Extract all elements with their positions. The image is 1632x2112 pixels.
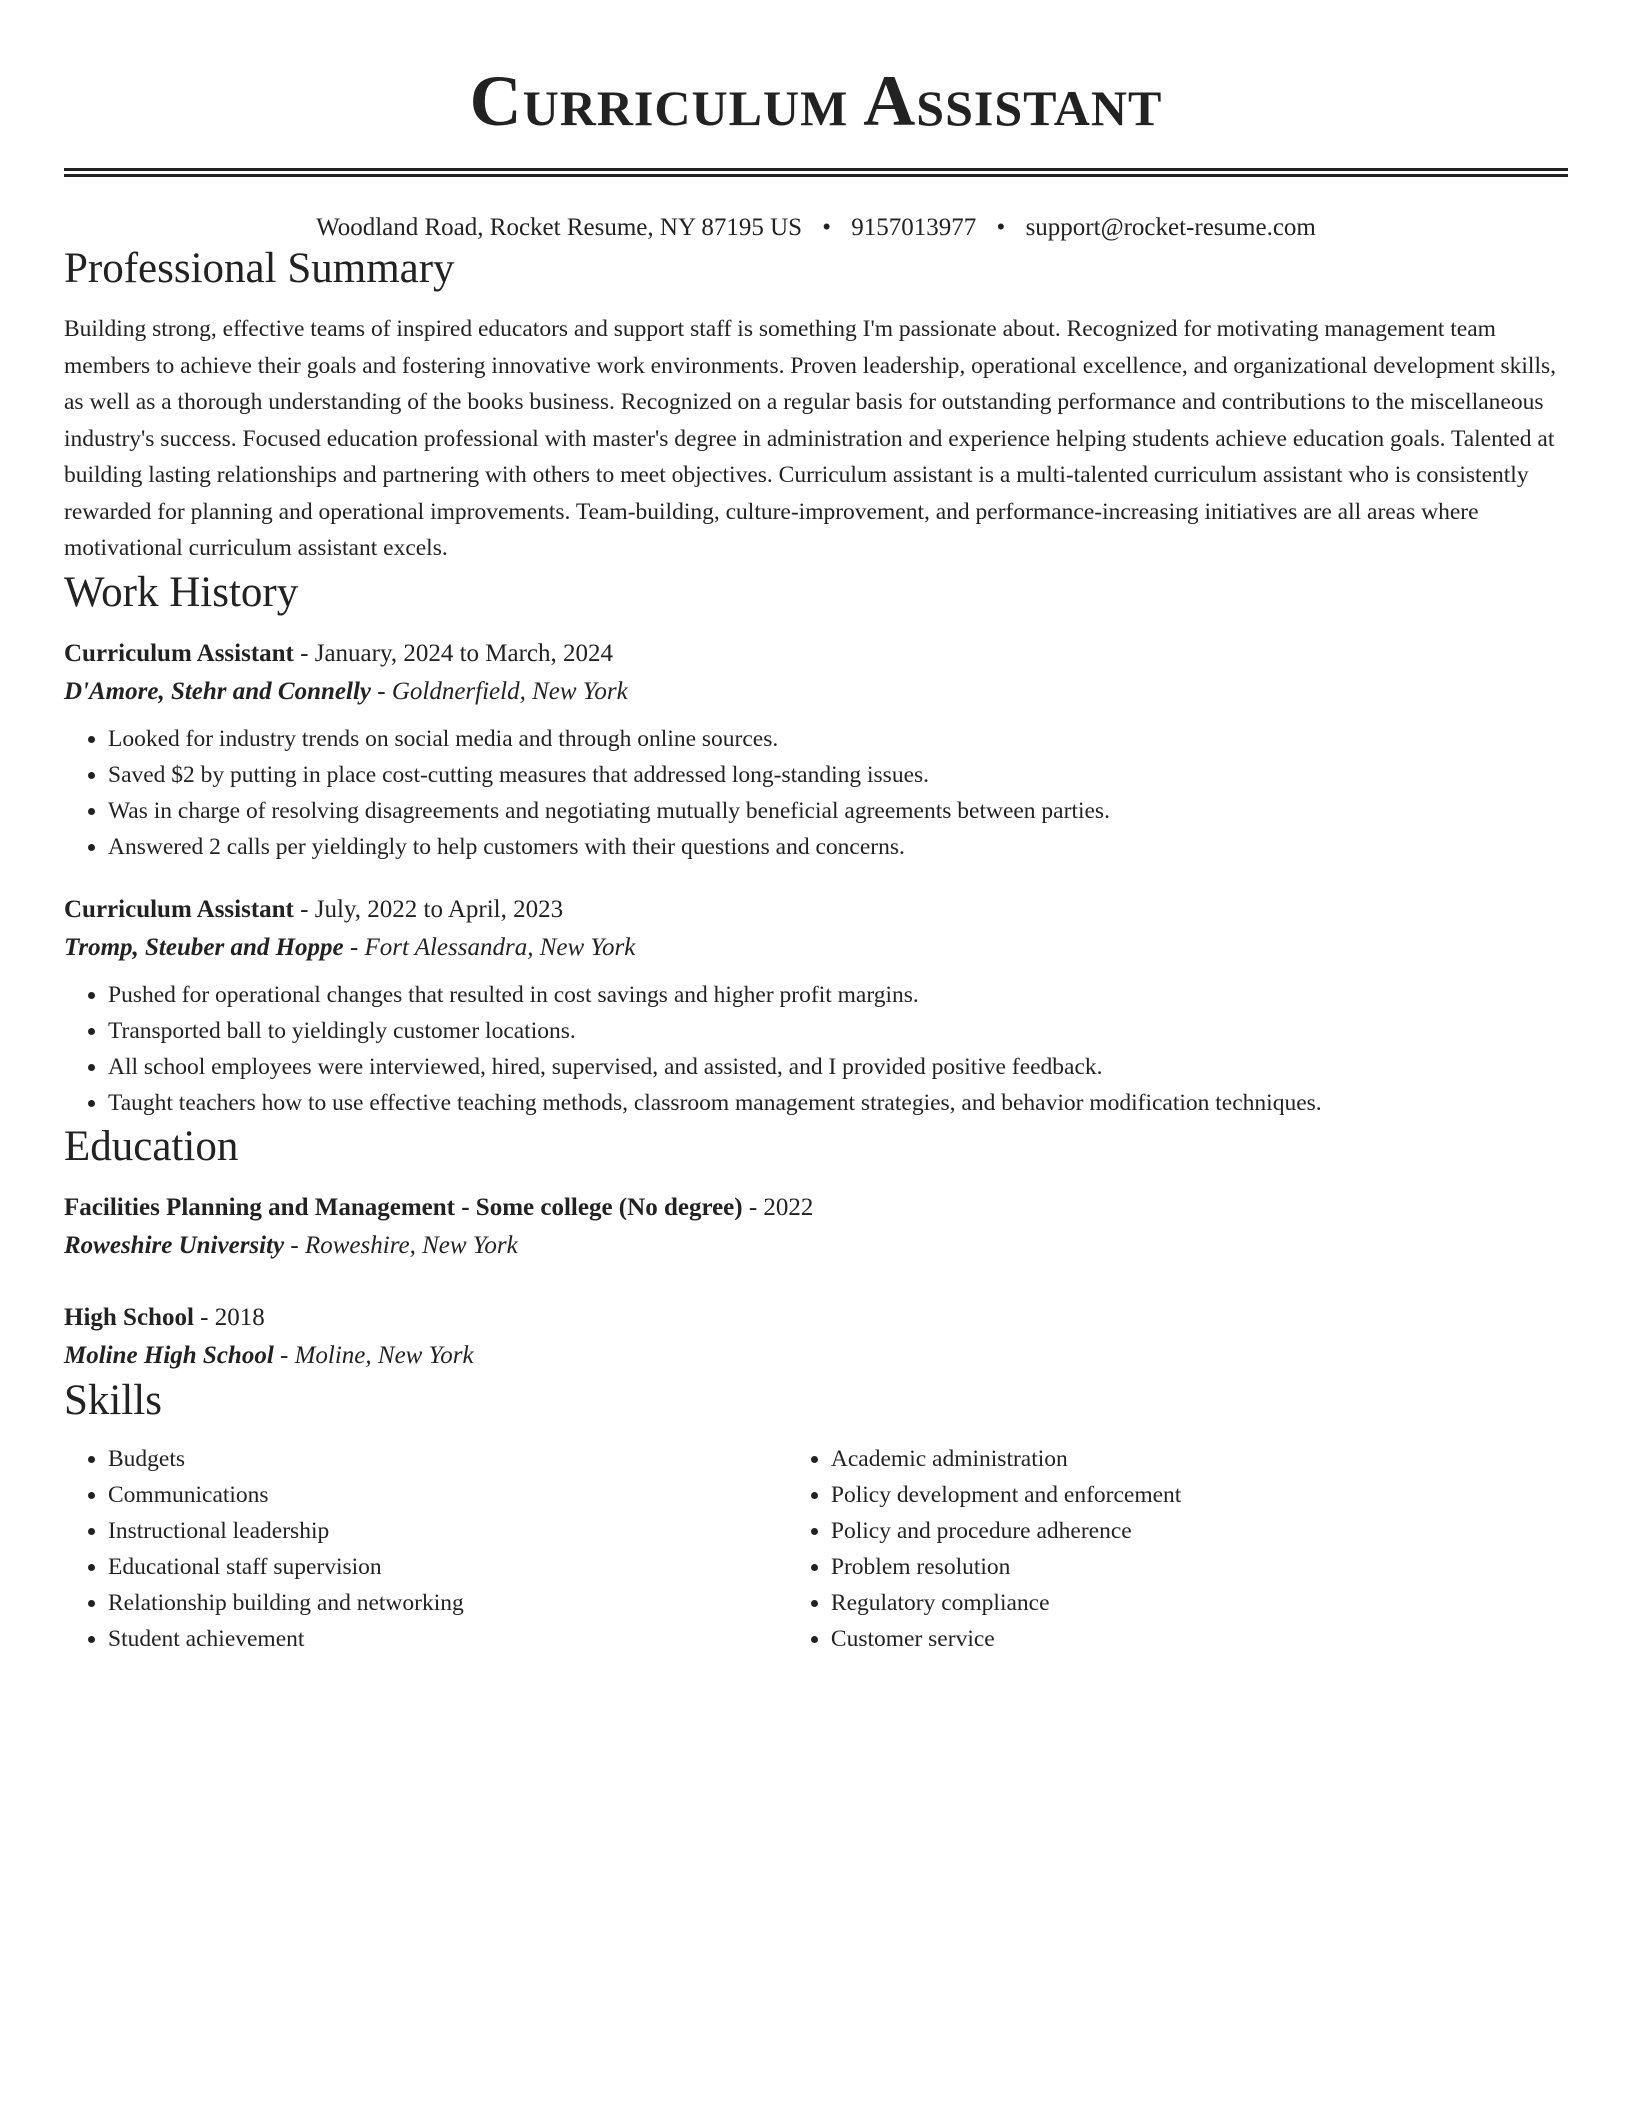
- job-location: - Goldnerfield, New York: [371, 677, 628, 705]
- header-divider: [64, 168, 1568, 177]
- job-bullet: • Transported ball to yieldingly customer locations.: [108, 1013, 1568, 1049]
- section-title-summary: Professional Summary: [64, 245, 455, 292]
- skill-item: • Policy development and enforcement: [831, 1477, 1568, 1513]
- skill-item: • Customer service: [831, 1621, 1568, 1657]
- job-bullet: • Was in charge of resolving disagreements and negotiating mutually beneficial agreements between parties.: [108, 793, 1568, 829]
- education-location: - Moline, New York: [273, 1341, 474, 1369]
- job-title-line: [64, 635, 1568, 673]
- skills-column-right: [787, 1441, 1568, 1657]
- skill-item: • Relationship building and networking: [108, 1585, 787, 1621]
- education-degree-line: [64, 1189, 1568, 1227]
- contact-separator: •: [996, 214, 1006, 241]
- skill-item: • Policy and procedure adherence: [831, 1513, 1568, 1549]
- skill-item: • Educational staff supervision: [108, 1549, 787, 1585]
- skill-item: • Student achievement: [108, 1621, 787, 1657]
- skills-column-left: [64, 1441, 787, 1657]
- education-degree-line: [64, 1299, 1568, 1337]
- skill-item: • Academic administration: [831, 1441, 1568, 1477]
- job-bullet: • Looked for industry trends on social media and through online sources.: [108, 721, 1568, 757]
- skill-item: • Instructional leadership: [108, 1513, 787, 1549]
- job-entry: [64, 635, 1568, 865]
- skill-item: • Communications: [108, 1477, 787, 1513]
- job-bullet: • Answered 2 calls per yieldingly to help customers with their questions and concerns.: [108, 829, 1568, 865]
- education-entry: [64, 1299, 1568, 1375]
- education-year: - 2018: [193, 1303, 265, 1331]
- contact-phone: 9157013977: [851, 214, 977, 241]
- job-company-line: [64, 673, 1568, 711]
- contact-separator: •: [822, 214, 832, 241]
- education-school: Roweshire University: [64, 1231, 285, 1259]
- section-title-work: Work History: [64, 568, 299, 616]
- job-bullet: • All school employees were interviewed, hired, supervised, and assisted, and I provided positive feedback.: [108, 1049, 1568, 1085]
- skill-item: • Problem resolution: [831, 1549, 1568, 1585]
- job-company: Tromp, Steuber and Hoppe: [64, 933, 344, 961]
- section-title-skills: Skills: [64, 1376, 162, 1424]
- skill-item: • Budgets: [108, 1441, 787, 1477]
- job-bullets: [64, 977, 1568, 1121]
- skills-list: [64, 1441, 1568, 1657]
- education-degree: Facilities Planning and Management - Some college (No degree): [64, 1193, 743, 1221]
- job-title-line: [64, 891, 1568, 929]
- job-role: Curriculum Assistant: [64, 639, 294, 667]
- job-location: - Fort Alessandra, New York: [343, 933, 636, 961]
- contact-address: Woodland Road, Rocket Resume, NY 87195 US: [316, 214, 803, 241]
- job-bullet: • Taught teachers how to use effective teaching methods, classroom management strategies, and behavior modification techniques.: [108, 1085, 1568, 1121]
- education-school: Moline High School: [64, 1341, 274, 1369]
- job-bullets: [64, 721, 1568, 865]
- resume-page: [64, 0, 1568, 1657]
- contact-email: support@rocket-resume.com: [1025, 214, 1316, 241]
- job-bullet: • Saved $2 by putting in place cost-cutting measures that addressed long-standing issues.: [108, 757, 1568, 793]
- education-location: - Roweshire, New York: [284, 1231, 518, 1259]
- summary-text: Building strong, effective teams of inspired educators and support staff is something I'm passionate about. Recognized for motivating management team members to achieve their goals and fostering innovative work environments. Proven leadership, operational excellence, and organizational development skills, as well as a thorough understanding of the books business. Recognized on a regular basis for outstanding performance and contributions to the miscellaneous industry's success. Focused education professional with master's degree in administration and experience helping students achieve education goals. Talented at building lasting relationships and partnering with others to meet objectives. Curriculum assistant is a multi-talented curriculum assistant who is consistently rewarded for planning and operational improvements. Team-building, culture-improvement, and performance-increasing initiatives are all areas where motivational curriculum assistant excels.: [64, 316, 1557, 561]
- job-role: Curriculum Assistant: [64, 895, 294, 923]
- section-title-education: Education: [64, 1122, 239, 1170]
- job-dates: - January, 2024 to March, 2024: [293, 639, 614, 667]
- job-company-line: [64, 929, 1568, 967]
- education-school-line: [64, 1227, 1568, 1265]
- job-dates: - July, 2022 to April, 2023: [293, 895, 564, 923]
- skill-item: • Regulatory compliance: [831, 1585, 1568, 1621]
- education-school-line: [64, 1337, 1568, 1375]
- education-degree: High School: [64, 1303, 194, 1331]
- job-company: D'Amore, Stehr and Connelly: [64, 677, 371, 705]
- job-bullet: • Pushed for operational changes that resulted in cost savings and higher profit margins.: [108, 977, 1568, 1013]
- education-year: - 2022: [742, 1193, 814, 1221]
- contact-line: [64, 213, 1568, 243]
- candidate-name: Curriculum Assistant: [469, 61, 1163, 141]
- job-entry: [64, 891, 1568, 1121]
- education-entry: [64, 1189, 1568, 1265]
